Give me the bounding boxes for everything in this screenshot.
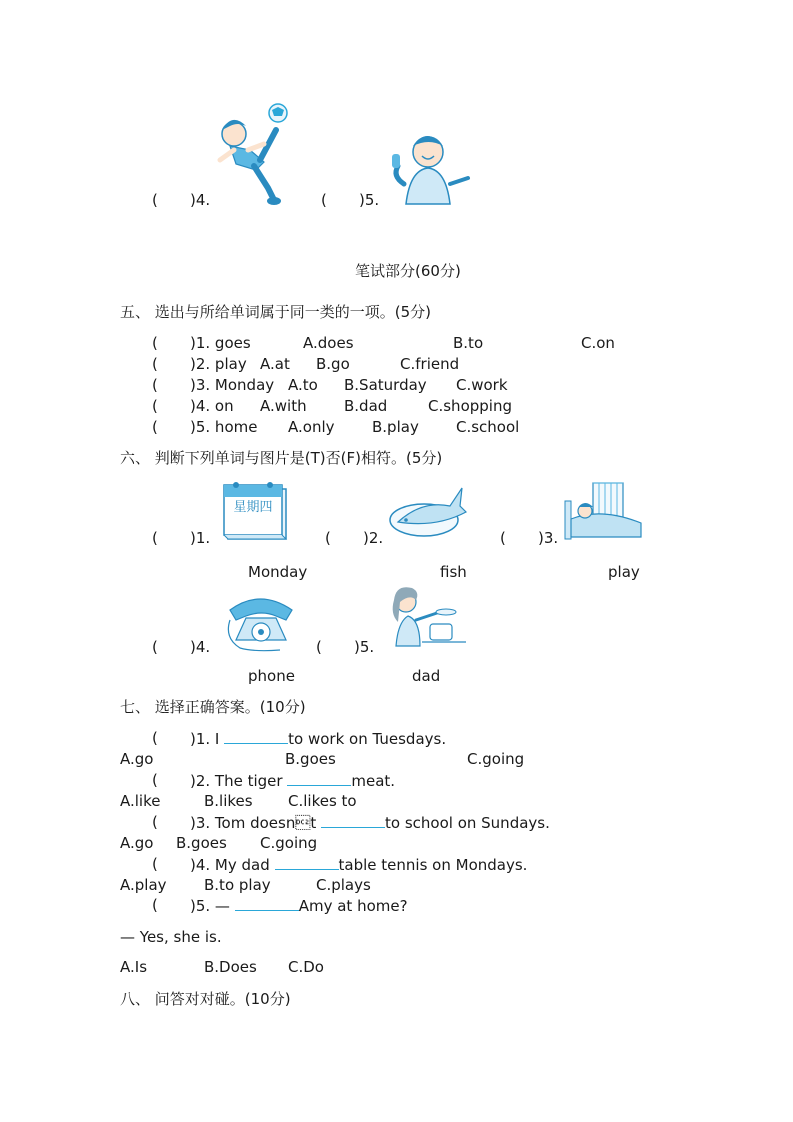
question-rest: to work on Tuesdays. <box>288 730 447 748</box>
item-number: )1. <box>190 529 211 547</box>
question-stem: )5. — <box>190 897 230 915</box>
option-b: B.dad <box>344 397 388 415</box>
section5-heading: 五、 选出与所给单词属于同一类的一项。(5分) <box>120 303 432 321</box>
paren-open: ( <box>152 529 158 547</box>
question-row <box>190 729 446 748</box>
option-a: A.does <box>303 334 354 352</box>
paren-open: ( <box>152 191 158 209</box>
option-c: C.work <box>456 376 508 394</box>
option-c: C.Do <box>288 958 324 976</box>
paren-open: ( <box>152 355 158 373</box>
paren-open: ( <box>152 896 158 914</box>
picture-word: phone <box>248 667 295 685</box>
question-stem: )4. My dad <box>190 856 270 874</box>
question-stem: )3. Monday <box>190 376 275 394</box>
option-c: C.going <box>260 834 318 852</box>
paren-open: ( <box>152 638 158 656</box>
question-stem: )1. goes <box>190 334 251 352</box>
picture-word: play <box>608 563 640 581</box>
option-a: A.at <box>260 355 290 373</box>
option-b: B.Does <box>204 958 257 976</box>
option-a: A.play <box>120 876 167 894</box>
paren-open: ( <box>325 529 331 547</box>
option-b: B.to <box>453 334 484 352</box>
item-number: )5. <box>359 191 380 209</box>
question-stem: )2. play <box>190 355 247 373</box>
question-row <box>190 771 395 790</box>
paren-open: ( <box>152 418 158 436</box>
question-rest: table tennis on Mondays. <box>338 856 528 874</box>
sleeping-in-bed-picture <box>563 479 643 543</box>
item-number: )4. <box>190 191 211 209</box>
answer-blank[interactable] <box>275 855 339 870</box>
option-b: B.likes <box>204 792 253 810</box>
item-number: )3. <box>538 529 559 547</box>
fish-on-plate-picture <box>388 482 468 542</box>
man-on-phone-picture <box>384 126 472 206</box>
answer-blank[interactable] <box>287 771 351 786</box>
option-c: C.plays <box>316 876 371 894</box>
paren-open: ( <box>152 334 158 352</box>
option-c: C.going <box>467 750 525 768</box>
option-b: B.Saturday <box>344 376 427 394</box>
question-rest: to school on Sundays. <box>385 814 550 832</box>
paren-open: ( <box>152 376 158 394</box>
option-b: B.goes <box>176 834 227 852</box>
option-b: B.to play <box>204 876 271 894</box>
calendar-picture <box>220 479 292 543</box>
option-c: C.friend <box>400 355 460 373</box>
question-stem: )3. Tom doesnt <box>190 814 317 832</box>
picture-word: dad <box>412 667 441 685</box>
answer-blank[interactable] <box>235 896 299 911</box>
option-a: A.like <box>120 792 161 810</box>
telephone-picture <box>222 592 300 652</box>
calendar-text: 星期四 <box>233 500 273 515</box>
question-row <box>190 813 550 832</box>
question-stem: )2. The tiger <box>190 772 283 790</box>
paren-open: ( <box>316 638 322 656</box>
woman-cooking-picture <box>382 584 466 650</box>
option-c: C.school <box>456 418 520 436</box>
question-stem: )1. I <box>190 730 220 748</box>
item-number: )4. <box>190 638 211 656</box>
answer-blank[interactable] <box>224 729 288 744</box>
paren-open: ( <box>500 529 506 547</box>
section7-heading: 七、 选择正确答案。(10分) <box>120 698 306 716</box>
question-row <box>190 855 527 874</box>
option-a: A.Is <box>120 958 148 976</box>
option-b: B.goes <box>285 750 336 768</box>
paren-open: ( <box>321 191 327 209</box>
question-rest: Amy at home? <box>298 897 408 915</box>
option-a: A.only <box>288 418 335 436</box>
option-b: B.go <box>316 355 350 373</box>
section8-heading: 八、 问答对对碰。(10分) <box>120 990 291 1008</box>
paren-open: ( <box>152 855 158 873</box>
paren-open: ( <box>152 397 158 415</box>
question-stem: )5. home <box>190 418 258 436</box>
option-c: C.likes to <box>288 792 357 810</box>
paren-open: ( <box>152 729 158 747</box>
written-part-title: 笔试部分(60分) <box>355 262 461 280</box>
question-row <box>190 896 408 915</box>
option-a: A.to <box>288 376 318 394</box>
paren-open: ( <box>152 813 158 831</box>
boy-kicking-ball-picture <box>212 102 292 206</box>
answer-blank[interactable] <box>321 813 385 828</box>
option-b: B.play <box>372 418 419 436</box>
paren-open: ( <box>152 771 158 789</box>
picture-word: fish <box>440 563 467 581</box>
option-a: A.go <box>120 834 154 852</box>
option-a: A.go <box>120 750 154 768</box>
section6-heading: 六、 判断下列单词与图片是(T)否(F)相符。(5分) <box>120 449 443 467</box>
option-c: C.shopping <box>428 397 512 415</box>
dialogue-answer: — Yes, she is. <box>120 928 222 946</box>
option-c: C.on <box>581 334 615 352</box>
picture-word: Monday <box>248 563 308 581</box>
question-rest: meat. <box>351 772 396 790</box>
question-stem: )4. on <box>190 397 234 415</box>
option-a: A.with <box>260 397 307 415</box>
item-number: )5. <box>354 638 375 656</box>
item-number: )2. <box>363 529 384 547</box>
